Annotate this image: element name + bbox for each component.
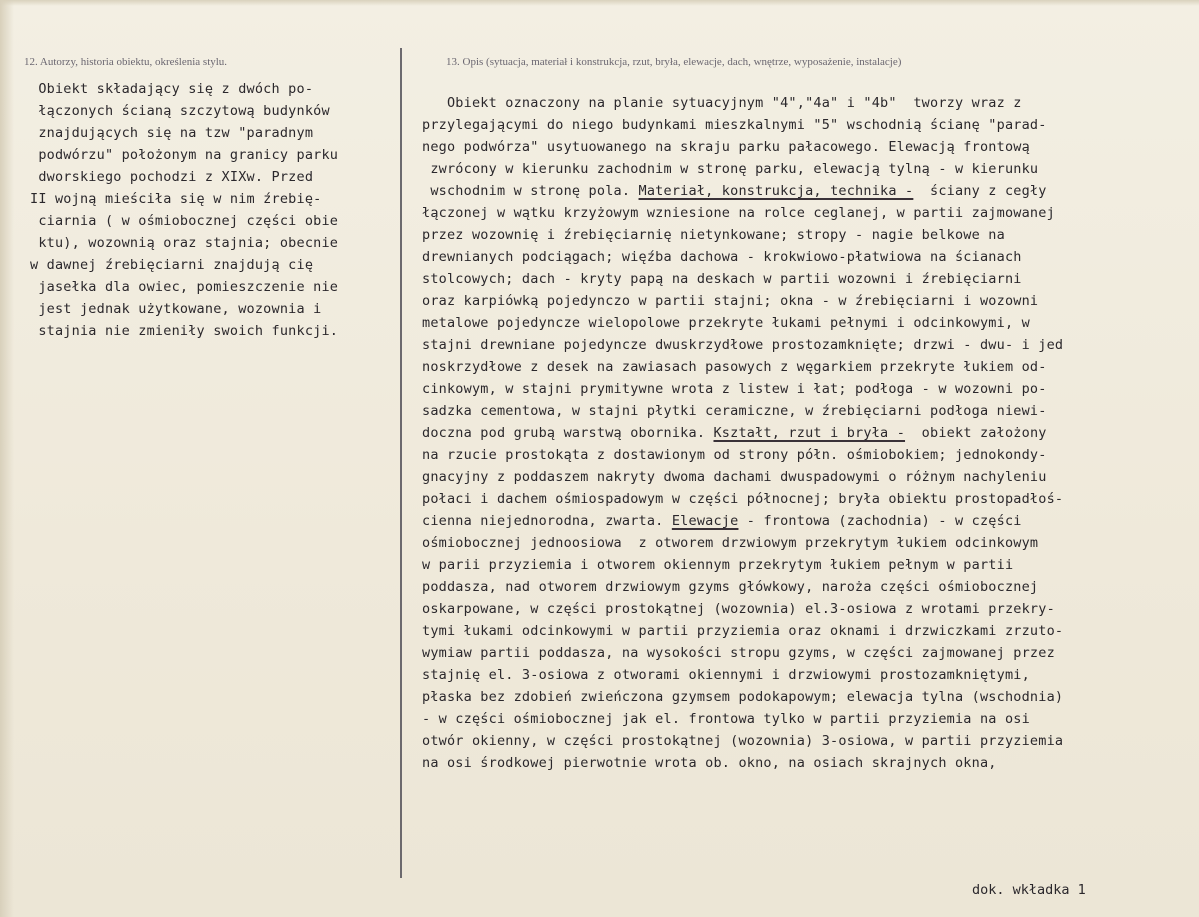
right-text-line xyxy=(422,488,1197,510)
left-text-line: znajdujących się na tzw "paradnym xyxy=(30,125,314,141)
page-edge-top xyxy=(0,0,1199,6)
continuation-note: dok. wkładka 1 xyxy=(972,882,1086,898)
text-segment: oskarpowane, w części prostokątnej (wozownia) el.3-osiowa z wrotami przekry- xyxy=(422,601,1055,617)
right-text-line xyxy=(422,664,1197,686)
right-text-line xyxy=(422,510,1197,532)
text-segment: metalowe pojedyncze wielopolowe przekryte łukami pełnymi i odcinkowymi, w xyxy=(422,315,1030,331)
text-segment: gnacyjny z poddaszem nakryty dwoma dachami dwuspadowymi o różnym nachyleniu xyxy=(422,469,1047,485)
right-text-line xyxy=(422,708,1197,730)
right-text-line xyxy=(422,356,1197,378)
right-text-line xyxy=(422,752,1197,774)
text-segment: ośmiobocznej jednoosiowa z otworem drzwiowym przekrytym łukiem odcinkowym xyxy=(422,535,1039,551)
text-segment: wschodnim w stronę pola. xyxy=(422,183,639,199)
text-segment: połaci i dachem ośmiospadowym w części północnej; bryła obiektu prostopadłoś- xyxy=(422,491,1064,507)
text-segment: płaska bez zdobień zwieńczona gzymsem podokapowym; elewacja tylna (wschodnia) xyxy=(422,689,1064,705)
text-segment: łączonej w wątku krzyżowym wzniesione na rolce ceglanej, w partii zajmowanej xyxy=(422,205,1055,221)
text-segment: nego podwórza" usytuowanego na skraju parku pałacowego. Elewacją frontową xyxy=(422,139,1030,155)
right-text-line xyxy=(422,290,1197,312)
text-segment: stajnię el. 3-osiowa z otworami okiennymi i drzwiowymi prostozamkniętymi, xyxy=(422,667,1030,683)
right-text-line xyxy=(422,554,1197,576)
text-segment: na osi środkowej pierwotnie wrota ob. okno, na osiach skrajnych okna, xyxy=(422,755,997,771)
right-text-line xyxy=(422,598,1197,620)
right-text-line xyxy=(422,378,1197,400)
left-text-line: podwórzu" położonym na granicy parku xyxy=(30,147,339,163)
right-text-line xyxy=(422,400,1197,422)
left-column-header: 12. Autorzy, historia obiektu, określenia stylu. xyxy=(24,56,228,68)
right-text-line xyxy=(422,158,1197,180)
left-column-text xyxy=(30,78,402,342)
left-text-line: ciarnia ( w ośmiobocznej części obie xyxy=(30,213,339,229)
section-heading-underlined: Elewacje xyxy=(671,513,739,529)
text-segment: przez wozownię i źrebięciarnię nietynkowane; stropy - nagie belkowe na xyxy=(422,227,1005,243)
right-text-line xyxy=(422,268,1197,290)
right-text-line xyxy=(422,642,1197,664)
text-segment: Obiekt oznaczony na planie sytuacyjnym "4","4a" i "4b" tworzy wraz z xyxy=(422,95,1022,111)
right-text-line xyxy=(422,312,1197,334)
left-text-line: ktu), wozownią oraz stajnia; obecnie xyxy=(30,235,339,251)
left-text-line: Obiekt składający się z dwóch po- xyxy=(30,81,314,97)
left-text-line: stajnia nie zmieniły swoich funkcji. xyxy=(30,323,339,339)
right-text-line xyxy=(422,180,1197,202)
text-segment: tymi łukami odcinkowymi w partii przyziemia oraz oknami i drzwiczkami zrzuto- xyxy=(422,623,1064,639)
right-text-line xyxy=(422,246,1197,268)
text-segment: na rzucie prostokąta z dostawionym od strony półn. ośmiobokiem; jednokondy- xyxy=(422,447,1047,463)
text-segment: ściany z cegły xyxy=(913,183,1047,199)
left-text-line: jest jednak użytkowane, wozownia i xyxy=(30,301,322,317)
text-segment: poddasza, nad otworem drzwiowym gzyms główkowy, naroża części ośmiobocznej xyxy=(422,579,1039,595)
right-text-line xyxy=(422,202,1197,224)
text-segment: doczna pod grubą warstwą obornika. xyxy=(422,425,714,441)
text-segment: noskrzydłowe z desek na zawiasach pasowych z węgarkiem przekryte łukiem od- xyxy=(422,359,1047,375)
text-segment: cienna niejednorodna, zwarta. xyxy=(422,513,672,529)
text-segment: wymiaw partii poddasza, na wysokości stropu gzyms, w części zajmowanej przez xyxy=(422,645,1055,661)
page-edge-left xyxy=(0,0,14,917)
right-text-line xyxy=(422,730,1197,752)
left-text-line: II wojną mieściła się w nim źrebię- xyxy=(30,191,322,207)
left-text-line: łączonych ścianą szczytową budynków xyxy=(30,103,330,119)
text-segment: w parii przyziemia i otworem okiennym przekrytym łukiem pełnym w partii xyxy=(422,557,1014,573)
right-column-header: 13. Opis (sytuacja, materiał i konstrukcja, rzut, bryła, elewacje, dach, wnętrze, wyposażenie, instalacje) xyxy=(446,56,902,68)
text-segment: przylegającymi do niego budynkami mieszkalnymi "5" wschodnią ścianę "parad- xyxy=(422,117,1047,133)
right-column-text xyxy=(422,92,1197,774)
text-segment: zwrócony w kierunku zachodnim w stronę parku, elewacją tylną - w kierunku xyxy=(422,161,1039,177)
right-text-line xyxy=(422,224,1197,246)
right-text-line xyxy=(422,444,1197,466)
right-text-line xyxy=(422,686,1197,708)
text-segment: - w części ośmiobocznej jak el. frontowa tylko w partii przyziemia na osi xyxy=(422,711,1030,727)
text-segment: sadzka cementowa, w stajni płytki ceramiczne, w źrebięciarni podłoga niewi- xyxy=(422,403,1047,419)
right-text-line xyxy=(422,576,1197,598)
right-text-line xyxy=(422,422,1197,444)
text-segment: drewnianych podciągach; więźba dachowa - krokwiowo-płatwiowa na ścianach xyxy=(422,249,1022,265)
left-text-line: jasełka dla owiec, pomieszczenie nie xyxy=(30,279,339,295)
right-text-line xyxy=(422,532,1197,554)
right-text-line xyxy=(422,136,1197,158)
text-segment: stajni drewniane pojedyncze dwuskrzydłowe prostozamknięte; drzwi - dwu- i jed xyxy=(422,337,1064,353)
right-text-line xyxy=(422,92,1197,114)
left-text-line: dworskiego pochodzi z XIXw. Przed xyxy=(30,169,314,185)
right-text-line xyxy=(422,620,1197,642)
section-heading-underlined: Kształt, rzut i bryła - xyxy=(713,425,906,441)
section-heading-underlined: Materiał, konstrukcja, technika - xyxy=(638,183,914,199)
left-text-line: w dawnej źrebięciarni znajdują cię xyxy=(30,257,314,273)
right-text-line xyxy=(422,466,1197,488)
text-segment: obiekt założony xyxy=(905,425,1047,441)
right-text-line xyxy=(422,334,1197,356)
text-segment: otwór okienny, w części prostokątnej (wozownia) 3-osiowa, w partii przyziemia xyxy=(422,733,1064,749)
text-segment: - frontowa (zachodnia) - w części xyxy=(738,513,1022,529)
text-segment: cinkowym, w stajni prymitywne wrota z listew i łat; podłoga - w wozowni po- xyxy=(422,381,1047,397)
text-segment: oraz karpiówką pojedynczo w partii stajni; okna - w źrebięciarni i wozowni xyxy=(422,293,1039,309)
right-text-line xyxy=(422,114,1197,136)
text-segment: stolcowych; dach - kryty papą na deskach w partii wozowni i źrebięciarni xyxy=(422,271,1022,287)
